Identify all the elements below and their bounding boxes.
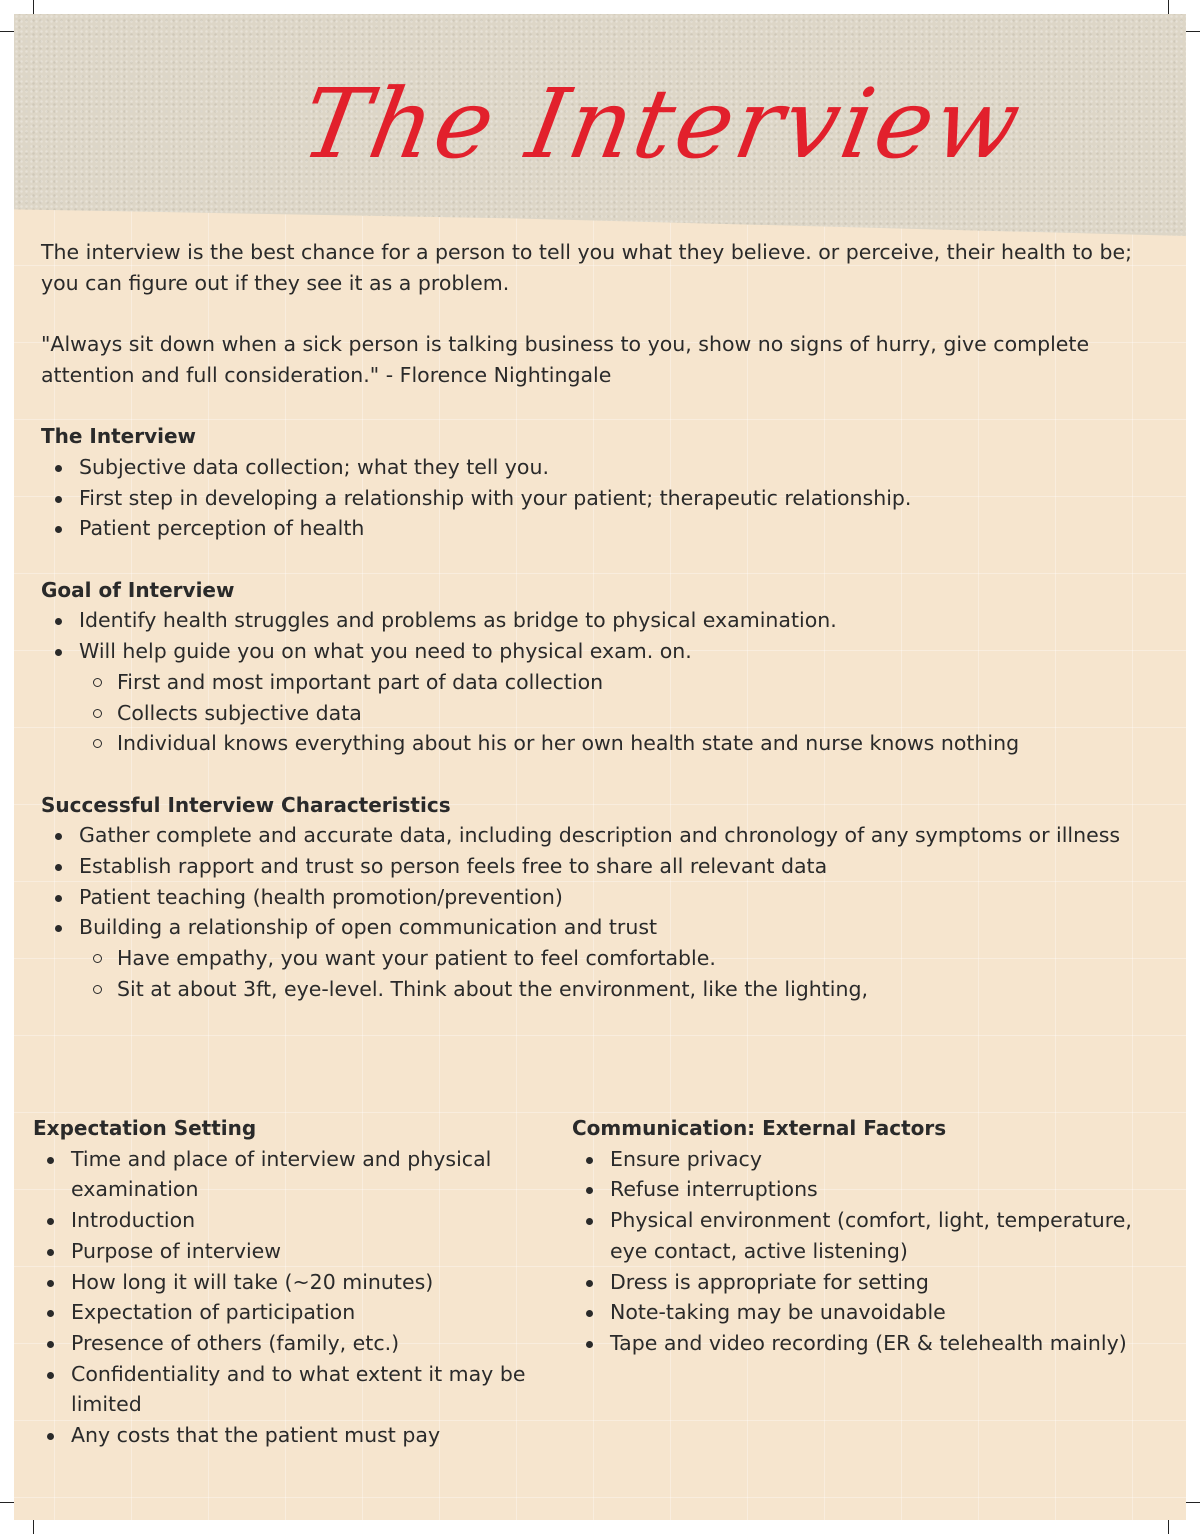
list-item: Establish rapport and trust so person feels free to share all relevant data [79, 851, 1151, 882]
sub-list-item: Have empathy, you want your patient to feel comfortable. [117, 943, 1151, 974]
section-the-interview [41, 421, 1151, 544]
main-content [41, 237, 1151, 1035]
sub-list-item: Individual knows everything about his or her own health state and nurse knows nothing [117, 728, 1151, 759]
sub-list-item: First and most important part of data collection [117, 667, 1151, 698]
sub-bullet-list [79, 943, 1151, 1004]
list-item: How long it will take (~20 minutes) [71, 1267, 563, 1298]
list-item: Note-taking may be unavoidable [610, 1297, 1172, 1328]
list-item: Confidentiality and to what extent it may be limited [71, 1359, 563, 1420]
expectation-setting-column [33, 1113, 563, 1451]
list-item: Patient teaching (health promotion/prevention) [79, 882, 1151, 913]
bullet-list [572, 1144, 1172, 1359]
list-item-text: Building a relationship of open communication and trust [79, 915, 658, 940]
list-item-text: Will help guide you on what you need to physical exam. on. [79, 639, 692, 664]
list-item: Refuse interruptions [610, 1174, 1172, 1205]
crop-mark [0, 1502, 14, 1503]
communication-factors-column [572, 1113, 1172, 1359]
sub-list-item: Sit at about 3ft, eye-level. Think about the environment, like the lighting, [117, 974, 1151, 1005]
list-item: Presence of others (family, etc.) [71, 1328, 563, 1359]
list-item [79, 636, 1151, 759]
section-goal-of-interview [41, 575, 1151, 759]
section-heading: Successful Interview Characteristics [41, 792, 451, 817]
list-item: Purpose of interview [71, 1236, 563, 1267]
list-item [79, 912, 1151, 1004]
sub-list-item: Collects subjective data [117, 698, 1151, 729]
section-heading: The Interview [41, 424, 197, 449]
list-item: Dress is appropriate for setting [610, 1267, 1172, 1298]
list-item: Time and place of interview and physical examination [71, 1144, 563, 1205]
crop-mark [1168, 0, 1169, 14]
section-heading: Communication: External Factors [572, 1116, 947, 1140]
page-title: The Interview [294, 68, 1032, 180]
list-item: Ensure privacy [610, 1144, 1172, 1175]
crop-mark [33, 0, 34, 14]
crop-mark [1186, 31, 1200, 32]
bullet-list [41, 605, 1151, 759]
bullet-list [41, 820, 1151, 1004]
intro-paragraph: The interview is the best chance for a person to tell you what they believe. or perceive, their health to be; you can figure out if they see it as a problem. [41, 240, 1133, 295]
list-item: Physical environment (comfort, light, temperature, eye contact, active listening) [610, 1205, 1172, 1266]
nightingale-quote: "Always sit down when a sick person is talking business to you, show no signs of hurry, give complete attention and full consideration." - Florence Nightingale [41, 332, 1090, 387]
list-item: Subjective data collection; what they tell you. [79, 452, 1151, 483]
list-item: Patient perception of health [79, 513, 1151, 544]
section-heading: Expectation Setting [33, 1116, 257, 1140]
section-successful-interview [41, 790, 1151, 1005]
crop-mark [1186, 1502, 1200, 1503]
sub-bullet-list [79, 667, 1151, 759]
list-item: Any costs that the patient must pay [71, 1420, 563, 1451]
list-item: Introduction [71, 1205, 563, 1236]
list-item: First step in developing a relationship with your patient; therapeutic relationship. [79, 483, 1151, 514]
section-heading: Goal of Interview [41, 577, 235, 602]
list-item: Tape and video recording (ER & telehealth mainly) [610, 1328, 1172, 1359]
list-item: Identify health struggles and problems as bridge to physical examination. [79, 605, 1151, 636]
crop-mark [0, 31, 14, 32]
crop-mark [1168, 1520, 1169, 1534]
bullet-list [33, 1144, 563, 1451]
crop-mark [33, 1520, 34, 1534]
bullet-list [41, 452, 1151, 544]
list-item: Gather complete and accurate data, including description and chronology of any symptoms or illness [79, 820, 1151, 851]
list-item: Expectation of participation [71, 1297, 563, 1328]
